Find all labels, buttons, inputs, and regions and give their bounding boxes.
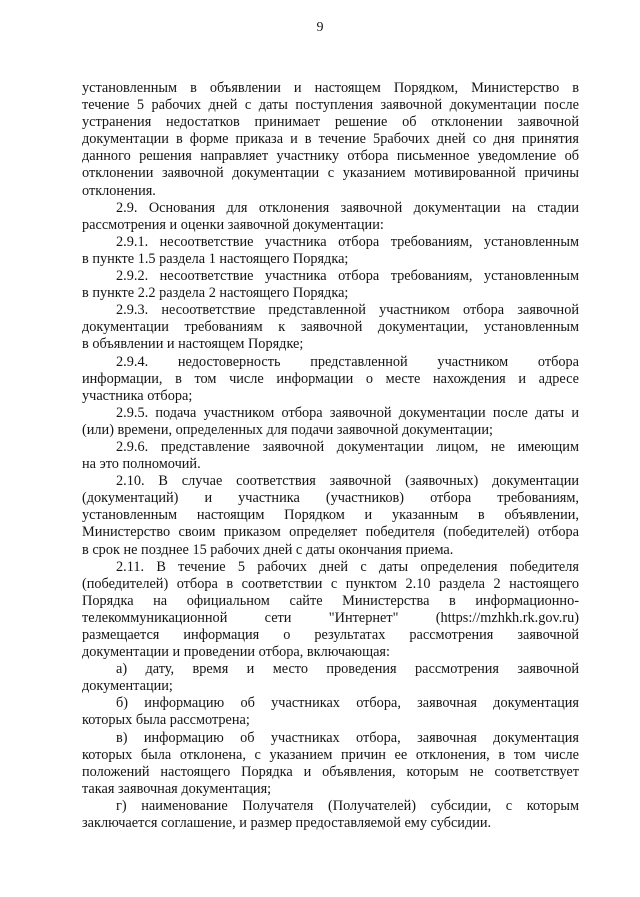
- text-line: в пункте 2.2 раздела 2 настоящего Порядка;: [82, 285, 349, 302]
- text-line: документации и проведении отбора, включающая:: [82, 644, 390, 661]
- text-line: 2.9.4. недостоверность представленной участником отбора: [116, 353, 579, 370]
- text-line: на это полномочий.: [82, 456, 201, 473]
- text-line: (победителей) отбора в соответствии с пунктом 2.10 раздела 2 настоящего: [82, 575, 579, 592]
- text-line: 2.9.5. подача участником отбора заявочной документации после даты и: [116, 404, 579, 421]
- text-line: в срок не позднее 15 рабочих дней с даты окончания приема.: [82, 541, 454, 558]
- text-line: (документаций) и участника (участников) отбора требованиям,: [82, 490, 579, 507]
- text-line: 2.9.6. представление заявочной документации лицом, не имеющим: [116, 438, 579, 455]
- text-line: информации, в том числе информации о месте нахождения и адресе: [82, 370, 579, 387]
- text-line: данного решения направляет участнику отбора письменное уведомление об: [82, 148, 579, 165]
- text-line: 2.9.1. несоответствие участника отбора требованиям, установленным: [116, 233, 579, 250]
- text-line: отклонения.: [82, 182, 156, 199]
- text-line: такая заявочная документация;: [82, 780, 272, 797]
- text-line: 2.9. Основания для отклонения заявочной документации на стадии: [116, 199, 579, 216]
- text-line: документации в форме приказа и в течение 5рабочих дней со дня принятия: [82, 131, 579, 148]
- text-line: отклонении заявочной документации с указанием мотивированной причины: [82, 165, 579, 182]
- text-line: в) информацию об участниках отбора, заявочная документация: [116, 729, 579, 746]
- text-line: положений настоящего Порядка и объявления, которым не соответствует: [82, 763, 579, 780]
- text-line: Министерство своим приказом определяет победителя (победителей) отбора: [82, 524, 579, 541]
- text-line: документации;: [82, 678, 173, 695]
- text-line: которых была рассмотрена;: [82, 712, 250, 729]
- page-number: 9: [316, 20, 324, 35]
- text-line: (или) времени, определенных для подачи заявочной документации;: [82, 421, 493, 438]
- text-line: Порядка на официальном сайте Министерства в информационно-: [82, 592, 579, 609]
- text-line: установленным настоящим Порядком и указанным в объявлении,: [82, 507, 579, 524]
- text-line: б) информацию об участниках отбора, заявочная документация: [116, 695, 579, 712]
- text-line: 2.9.2. несоответствие участника отбора требованиям, установленным: [116, 268, 579, 285]
- text-line: 2.10. В случае соответствия заявочной (заявочных) документации: [116, 473, 579, 490]
- text-line: а) дату, время и место проведения рассмотрения заявочной: [116, 661, 579, 678]
- text-line: г) наименование Получателя (Получателей) субсидии, с которым: [116, 797, 579, 814]
- text-line: размещается информация о результатах рассмотрения заявочной: [82, 627, 579, 643]
- text-line: установленным в объявлении и настоящем Порядком, Министерство в: [82, 80, 579, 96]
- body-text: [82, 80, 579, 832]
- text-line: в объявлении и настоящем Порядке;: [82, 336, 304, 353]
- text-line: заключается соглашение, и размер предоставляемой ему субсидии.: [82, 815, 492, 832]
- text-line: телекоммуникационной сети "Интернет" (https://mzhkh.rk.gov.ru): [82, 609, 579, 626]
- text-line: которых была отклонена, с указанием причин ее отклонения, в том числе: [82, 746, 579, 763]
- text-line: 2.11. В течение 5 рабочих дней с даты определения победителя: [116, 558, 579, 575]
- text-line: участника отбора;: [82, 387, 193, 404]
- text-line: документации требованиям к заявочной документации, установленным: [82, 319, 579, 336]
- text-line: устранения недостатков принимает решение об отклонении заявочной: [82, 114, 579, 131]
- text-line: 2.9.3. несоответствие представленной участником отбора заявочной: [116, 302, 579, 319]
- text-line: в пункте 1.5 раздела 1 настоящего Порядка;: [82, 250, 349, 267]
- text-line: рассмотрения и оценки заявочной документации:: [82, 216, 384, 233]
- text-line: течение 5 рабочих дней с даты поступления заявочной документации после: [82, 97, 579, 114]
